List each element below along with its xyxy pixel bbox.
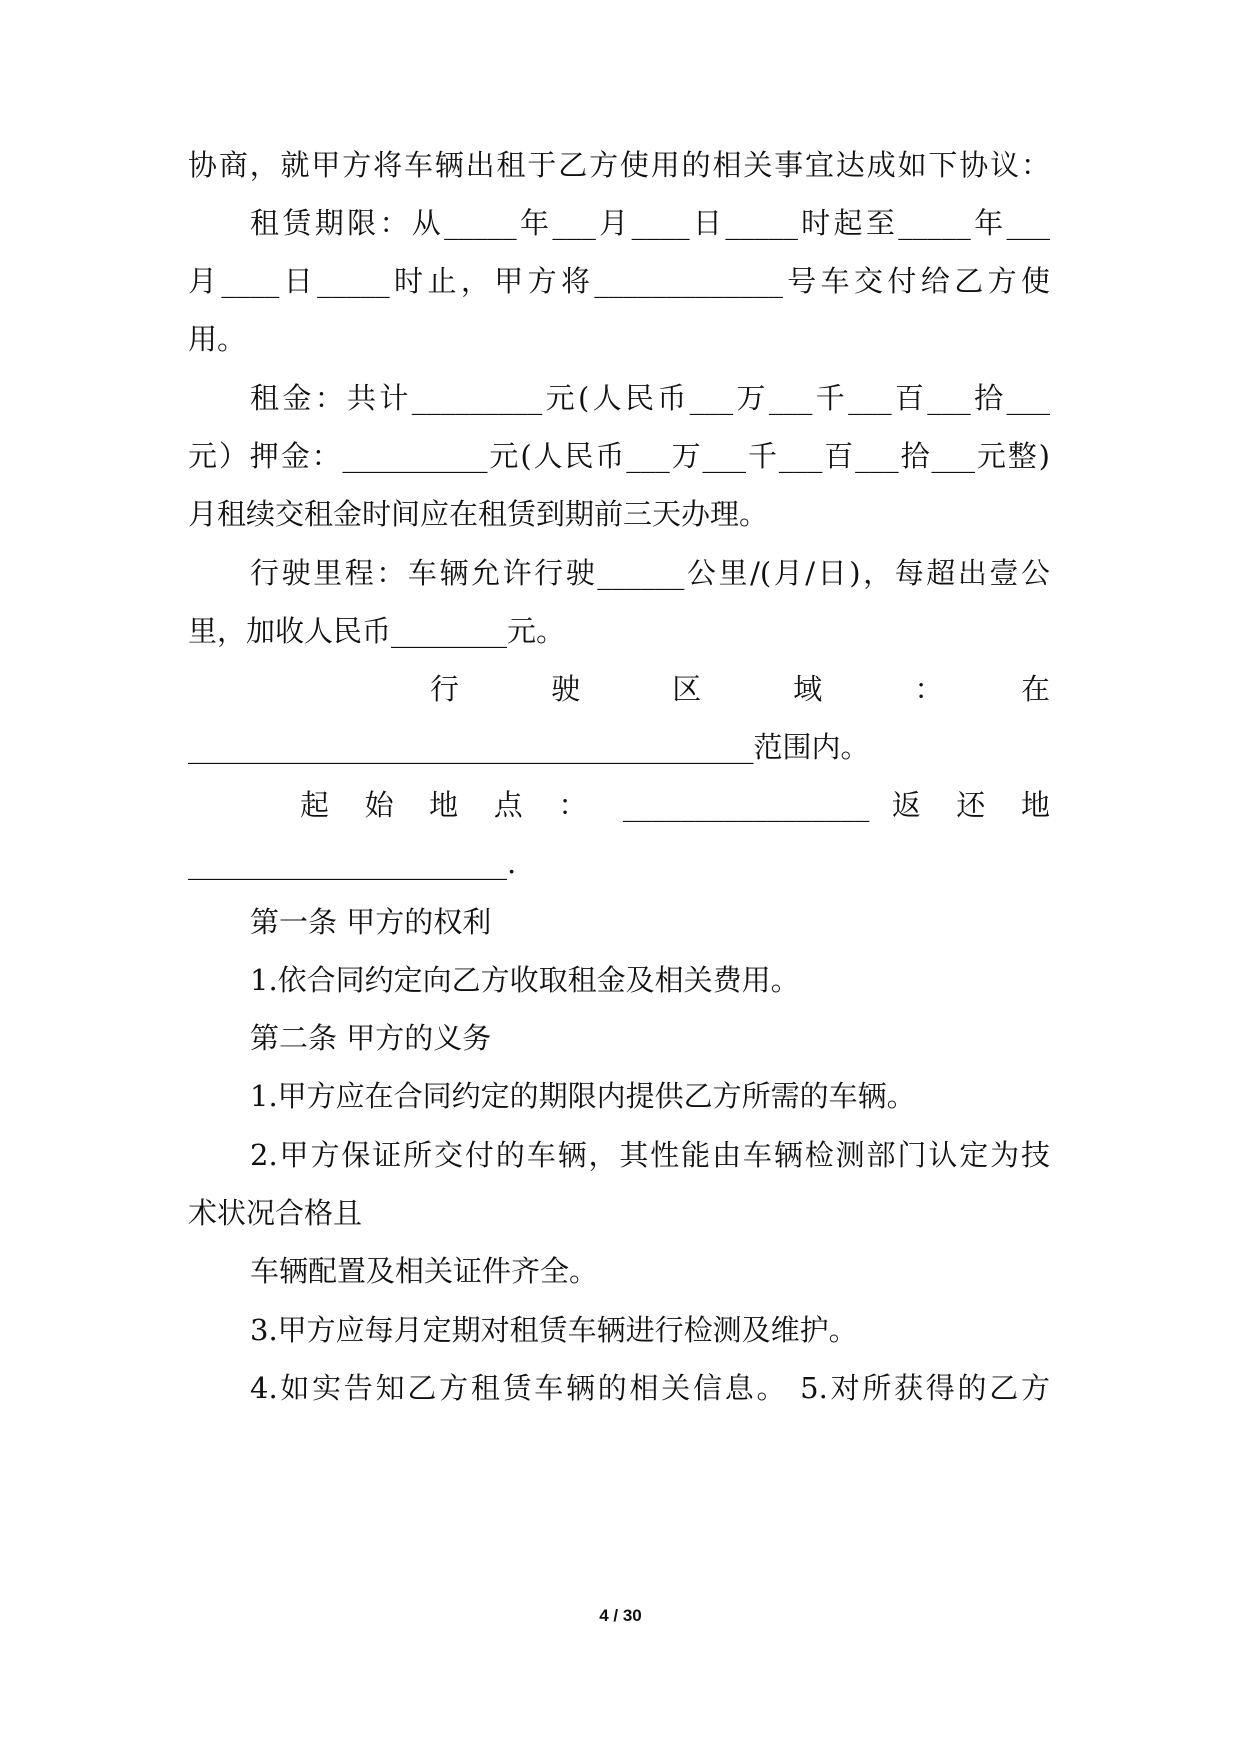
body-line-19: 术状况合格且 [188, 1196, 363, 1230]
body-line-10: 行 驶 区 域 ： 在 [430, 672, 1050, 706]
page-number: 4 / 30 [599, 1606, 642, 1625]
body-line-9: 里，加收人民币________元。 [188, 614, 566, 648]
body-line-20: 车辆配置及相关证件齐全。 [250, 1254, 599, 1288]
body-line-1: 协商，就甲方将车辆出租于乙方使用的相关事宜达成如下协议： [188, 148, 1050, 182]
body-line-8: 行驶里程：车辆允许行驶______公里/(月/日)，每超出壹公 [250, 556, 1050, 590]
body-line-18: 2.甲方保证所交付的车辆，其性能由车辆检测部门认定为技 [250, 1138, 1050, 1172]
body-line-4: 用。 [188, 322, 247, 356]
body-line-15: 1.依合同约定向乙方收取租金及相关费用。 [250, 963, 800, 997]
body-line-11: _______________________________________范围内。 [188, 730, 870, 764]
body-line-5: 租金：共计_________元(人民币___万___千___百___拾___ [250, 381, 1050, 415]
body-line-7: 月租续交租金时间应在租赁到期前三天办理。 [188, 497, 769, 531]
body-line-6: 元）押金：__________元(人民币___万___千___百___拾___元整) [188, 439, 1050, 473]
body-line-2: 租赁期限：从_____年___月____日_____时起至_____年___ [250, 206, 1050, 240]
body-line-22: 4.如实告知乙方租赁车辆的相关信息。 5.对所获得的乙方 [250, 1371, 1050, 1405]
section-heading-1: 第一条 甲方的权利 [250, 905, 492, 939]
body-line-3: 月____日_____时止，甲方将_____________号车交付给乙方使 [188, 264, 1050, 298]
section-heading-2: 第二条 甲方的义务 [250, 1021, 492, 1055]
body-line-21: 3.甲方应每月定期对租赁车辆进行检测及维护。 [250, 1313, 858, 1347]
body-line-17: 1.甲方应在合同约定的期限内提供乙方所需的车辆。 [250, 1079, 916, 1113]
body-line-12: 起 始 地 点 ： _________________ 返 还 地 [300, 788, 1050, 822]
body-line-13: ______________________. [188, 846, 517, 880]
